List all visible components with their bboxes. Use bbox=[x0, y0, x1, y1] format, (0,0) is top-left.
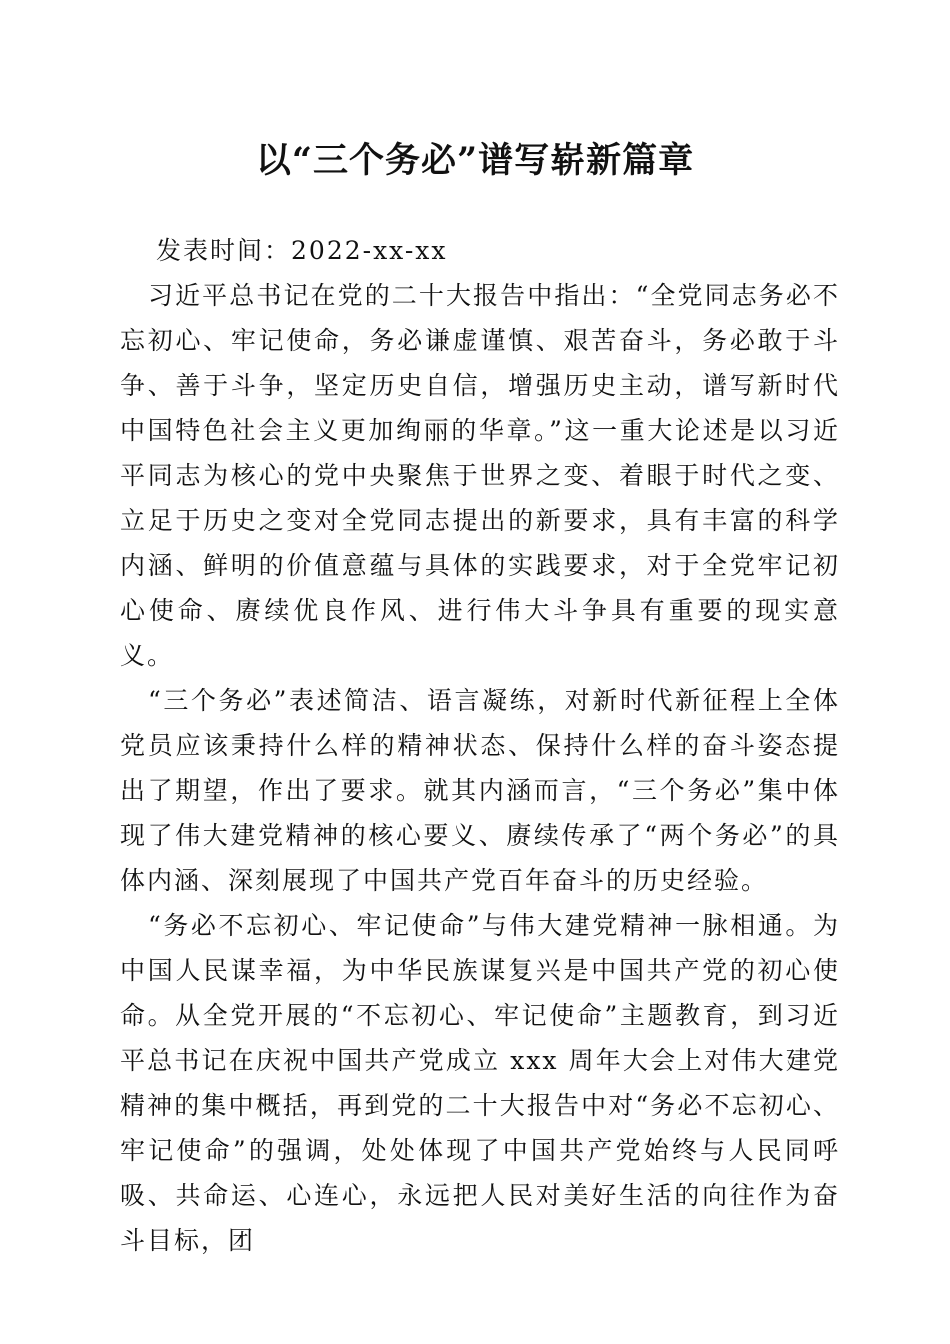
paragraph-1: 习近平总书记在党的二十大报告中指出：“全党同志务必不忘初心、牢记使命，务必谦虚谨慎、艰苦奋斗，务必敢于斗争、善于斗争，坚定历史自信，增强历史主动，谱写新时代中国特色社会主义更加绚丽的华章。”这一重大论述是以习近平同志为核心的党中央聚焦于世界之变、着眼于时代之变、立足于历史之变对全党同志提出的新要求，具有丰富的科学内涵、鲜明的价值意蕴与具体的实践要求，对于全党牢记初心使命、赓续优良作风、进行伟大斗争具有重要的现实意义。 bbox=[120, 281, 840, 670]
publish-time-label: 发表时间： bbox=[156, 236, 292, 265]
document-title: 以“三个务必”谱写崭新篇章 bbox=[255, 140, 695, 181]
document-body bbox=[120, 228, 840, 1263]
publish-time-value: 2022-xx-xx bbox=[291, 236, 448, 265]
publish-time bbox=[120, 228, 840, 273]
paragraph-2: “三个务必”表述简洁、语言凝练，对新时代新征程上全体党员应该秉持什么样的精神状态、保持什么样的奋斗姿态提出了期望，作出了要求。就其内涵而言，“三个务必”集中体现了伟大建党精神的核心要义、赓续传承了“两个务必”的具体内涵、深刻展现了中国共产党百年奋斗的历史经验。 bbox=[120, 686, 840, 895]
paragraph-3: “务必不忘初心、牢记使命”与伟大建党精神一脉相通。为中国人民谋幸福，为中华民族谋复兴是中国共产党的初心使命。从全党开展的“不忘初心、牢记使命”主题教育，到习近平总书记在庆祝中国共产党成立 xxx 周年大会上对伟大建党精神的集中概括，再到党的二十大报告中对“务必不忘初心、牢记使命”的强调，处处体现了中国共产党始终与人民同呼吸、共命运、心连心，永远把人民对美好生活的向往作为奋斗目标，团 bbox=[120, 911, 840, 1255]
